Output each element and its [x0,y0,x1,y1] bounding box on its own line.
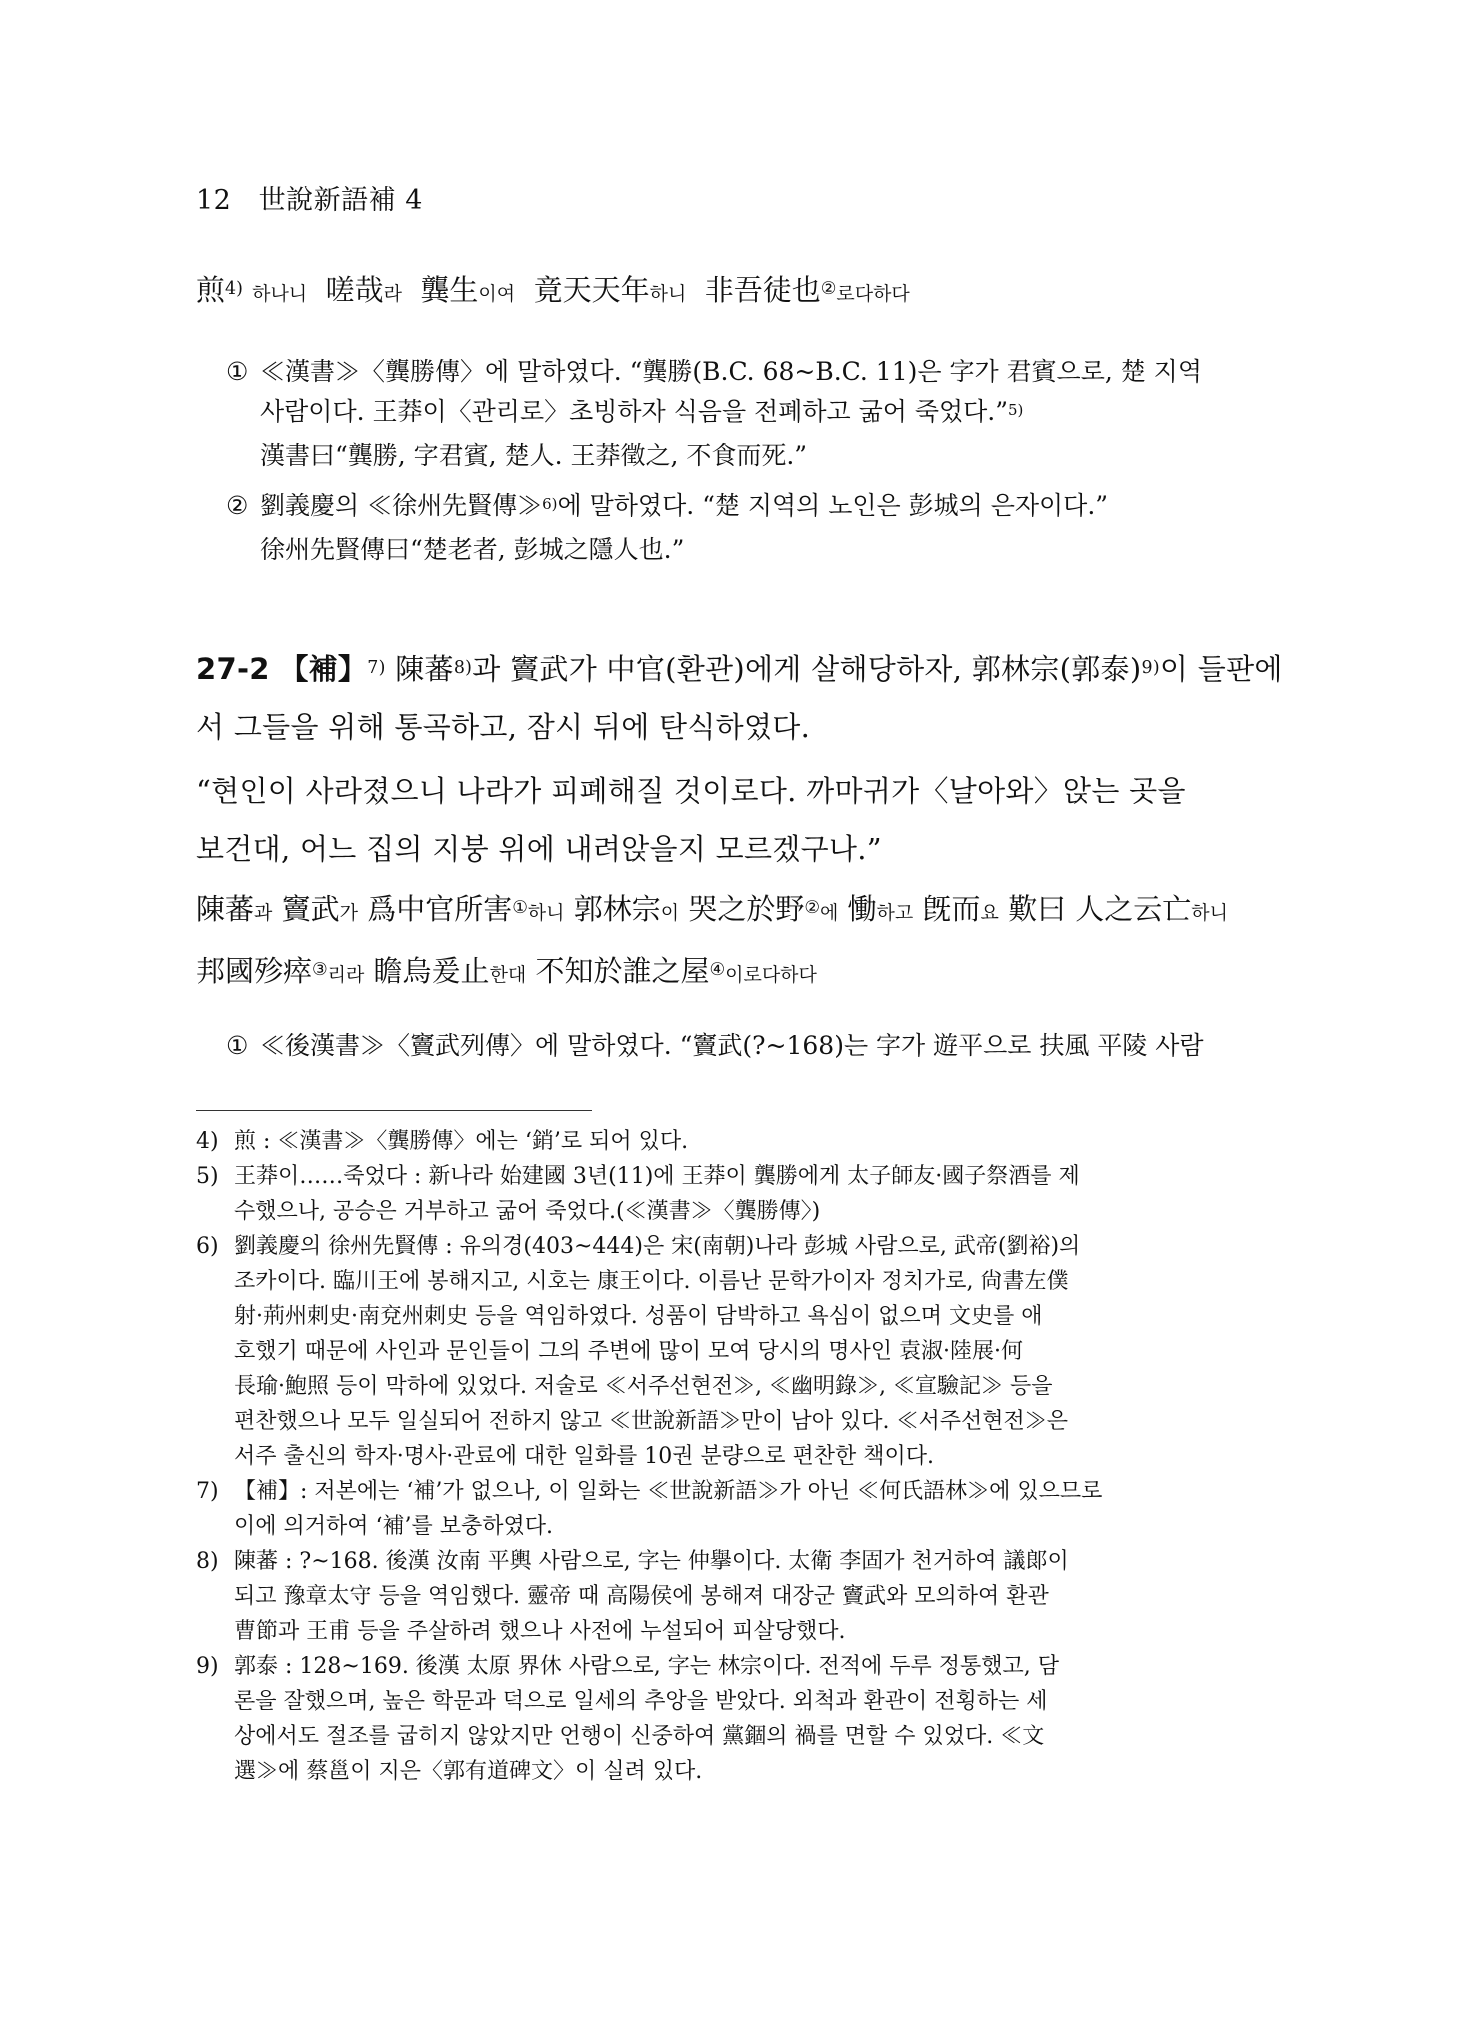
annotation-line: ≪後漢書≫〈竇武列傳〉에 말하였다. “竇武(?~168)는 字가 遊平으로 扶風 平陵 사람 [260,1031,1204,1060]
classical-chinese: 竟天天年 [533,273,650,307]
classical-chinese: 歎曰 人之云亡 [1008,892,1192,926]
reading-marker: 과 [254,902,273,924]
reading-marker: 요 [980,902,999,924]
classical-chinese: 竇武 [281,892,340,926]
footnote-label: 4) [196,1129,219,1154]
footnote-line: 론을 잘했으며, 높은 학문과 덕으로 일세의 추앙을 받았다. 외척과 환관이 전횡하는 세 [234,1689,1048,1714]
annotation-item [226,1026,1288,1066]
reading-marker: 가 [339,902,358,924]
section-tag: 【補】 [279,652,368,686]
classical-chinese: 瞻烏爰止 [373,954,490,988]
original-line [196,942,1288,1004]
annotation-ref: ④ [709,959,726,980]
footnote-ref: 8) [453,657,473,678]
footnote-line: 陳蕃 : ?~168. 後漢 汝南 平輿 사람으로, 字는 仲擧이다. 太衛 李固가 천거하여 議郞이 [234,1549,1069,1574]
annotation-marker: ② [226,491,249,520]
annotation-marker: ① [226,1031,249,1060]
annotation-line: 에 말하였다. “楚 지역의 노인은 彭城의 은자이다.” [557,491,1109,520]
footnote-label: 9) [196,1654,219,1679]
footnote-label: 6) [196,1234,219,1259]
annotation-line: 劉義慶의 ≪徐州先賢傳≫ [260,491,543,520]
footnote-line: 射·荊州刺史·南兗州刺史 등을 역임하였다. 성품이 담박하고 욕심이 없으며 文史를 애 [234,1304,1043,1329]
footnote-ref: 4) [225,278,243,299]
reading-marker: 에 [819,902,839,924]
footnote-line: 이에 의거하여 ‘補’를 보충하였다. [234,1514,553,1539]
classical-chinese: 煎 [196,273,226,307]
translation-quote: 보건대, 어느 집의 지붕 위에 내려앉을지 모르겠구나.” [196,832,882,866]
footnote-line: 曹節과 王甫 등을 주살하려 했으나 사전에 누설되어 피살당했다. [234,1619,846,1644]
footnote-line: 상에서도 절조를 굽히지 않았지만 언행이 신중하여 黨錮의 禍를 면할 수 있었다. ≪文 [234,1724,1045,1749]
reading-marker: 이로다하다 [725,964,817,986]
classical-chinese: 旣而 [922,892,981,926]
annotation-ref: ② [820,278,837,299]
reading-marker: 하고 [876,902,914,924]
footnote-label: 8) [196,1549,219,1574]
footnote-line: 選≫에 蔡邕이 지은〈郭有道碑文〉이 실려 있다. [234,1759,703,1784]
footnote-line: 호했기 때문에 사인과 문인들이 그의 주변에 많이 모여 당시의 명사인 袁淑·陸展·何 [234,1339,1023,1364]
annotation-ref: ② [804,897,820,918]
annotation-block-section [226,1026,1288,1066]
annotation-line-wrap [226,392,1288,432]
translation-quote: “현인이 사라졌으니 나라가 피폐해질 것이로다. 까마귀가〈날아와〉앉는 곳을 [196,774,1186,808]
footnote-label: 7) [196,1479,219,1504]
annotation-source-quote: 漢書曰“龔勝, 字君賓, 楚人. 王莽徵之, 不食而死.” [260,441,808,470]
footnote-line: 煎 : ≪漢書≫〈龔勝傳〉에는 ‘銷’로 되어 있다. [234,1129,689,1154]
footnote-ref: 5) [1008,400,1024,419]
reading-marker: 하니 [527,902,565,924]
classical-chinese: 爲中官所害 [367,892,513,926]
footnote-item [196,1159,1288,1229]
translation-text: 陳蕃 [395,652,454,686]
reading-marker: 라 [383,283,402,305]
reading-marker: 이여 [478,283,516,305]
classical-chinese: 郭林宗 [573,892,661,926]
reading-marker: 리라 [327,964,365,986]
classical-chinese: 邦國殄瘁 [196,954,313,988]
footnote-line: 劉義慶의 徐州先賢傳 : 유의경(403~444)은 宋(南朝)나라 彭城 사람으로, 武帝(劉裕)의 [234,1234,1081,1259]
footnote-line: 長瑜·鮑照 등이 막하에 있었다. 저술로 ≪서주선현전≫, ≪幽明錄≫, ≪宣驗記≫ 등을 [234,1374,1053,1399]
annotation-line: ≪漢書≫〈龔勝傳〉에 말하였다. “龔勝(B.C. 68~B.C. 11)은 字가 君賓으로, 楚 지역 [260,357,1202,386]
reading-marker: 로다하다 [836,283,910,305]
classical-chinese: 慟 [847,892,877,926]
classical-chinese: 不知於誰之屋 [535,954,710,988]
annotation-line: 사람이다. 王莽이〈관리로〉초빙하자 식음을 전폐하고 굶어 죽었다.” [260,397,1009,426]
classical-chinese: 陳蕃 [196,892,255,926]
footnote-item [196,1124,1288,1159]
annotation-ref: ③ [312,959,328,980]
footnote-ref: 7) [367,657,386,678]
footnote-item [196,1544,1288,1649]
translation-text: 서 그들을 위해 통곡하고, 잠시 뒤에 탄식하였다. [196,710,811,744]
footnote-divider [196,1110,592,1111]
classical-chinese: 嗟哉 [325,273,384,307]
footnote-ref: 9) [1141,657,1160,678]
original-line [196,880,1288,942]
reading-marker: 하니 [1191,902,1228,924]
annotation-item [226,352,1288,392]
footnote-item [196,1474,1288,1544]
classical-chinese: 哭之於野 [688,892,805,926]
footnote-line: 되고 豫章太守 등을 역임했다. 靈帝 때 高陽侯에 봉해져 대장군 竇武와 모의하여 환관 [234,1584,1049,1609]
reading-marker: 하나니 [252,283,308,305]
annotation-block-top [226,352,1288,570]
reading-marker: 한대 [489,964,527,986]
reading-marker: 하니 [649,283,687,305]
footnote-line: 郭泰 : 128~169. 後漢 太原 界休 사람으로, 字는 林宗이다. 전적에 두루 정통했고, 담 [234,1654,1060,1679]
section-translation [196,640,1288,878]
footnote-item [196,1229,1288,1474]
footnote-item [196,1649,1288,1789]
page-number: 12 [196,185,232,216]
annotation-item [226,486,1288,526]
section-heading-line [196,640,1288,698]
original-text-continuation [196,268,1288,316]
footnote-line: 편찬했으나 모두 일실되어 전하지 않고 ≪世說新語≫만이 남아 있다. ≪서주선현전≫은 [234,1409,1068,1434]
footnote-line: 조카이다. 臨川王에 봉해지고, 시호는 康王이다. 이름난 문학가이자 정치가로, 尙書左僕 [234,1269,1069,1294]
footnote-label: 5) [196,1164,219,1189]
annotation-ref: ① [512,897,528,918]
footnote-ref: 6) [542,494,558,513]
section-original-text [196,880,1288,1004]
footnote-line: 王莽이……죽었다 : 新나라 始建國 3년(11)에 王莽이 龔勝에게 太子師友·國子祭酒를 제 [234,1164,1080,1189]
annotation-source-quote: 徐州先賢傳曰“楚老者, 彭城之隱人也.” [260,535,685,564]
annotation-marker: ① [226,357,249,386]
running-header [196,178,423,217]
footnote-line: 서주 출신의 학자·명사·관료에 대한 일화를 10권 분량으로 편찬한 책이다. [234,1444,934,1469]
reading-marker: 이 [660,902,680,924]
footnote-line: 【補】: 저본에는 ‘補’가 없으나, 이 일화는 ≪世說新語≫가 아닌 ≪何氏語林≫에 있으므로 [234,1479,1103,1504]
classical-chinese: 非吾徒也 [704,273,821,307]
footnote-line: 수했으나, 공승은 거부하고 굶어 죽었다.(≪漢書≫〈龔勝傳〉) [234,1199,821,1224]
classical-chinese: 龔生 [420,273,479,307]
book-title: 世說新語補 4 [258,185,423,216]
footnotes [196,1124,1288,1789]
translation-text: 과 竇武가 中官(환관)에게 살해당하자, 郭林宗(郭泰) [472,652,1142,686]
section-number: 27-2 [196,652,270,686]
translation-text: 이 들판에 [1159,652,1283,686]
